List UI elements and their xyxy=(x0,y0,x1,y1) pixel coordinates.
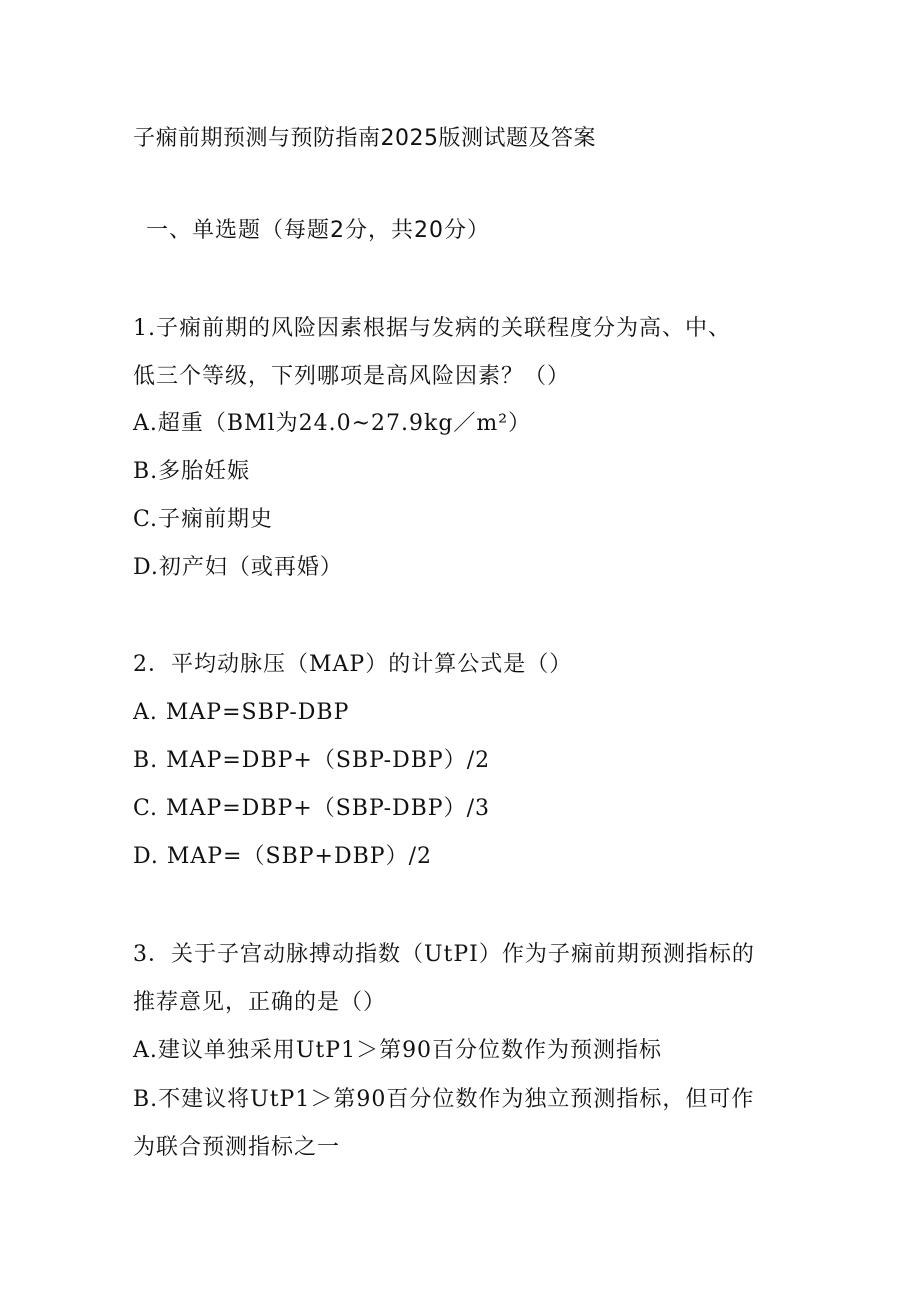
question-1-stem-line-2: 低三个等级，下列哪项是高风险因素？（） xyxy=(133,364,571,389)
question-1-option-b: B.多胎妊娠 xyxy=(133,459,251,484)
question-2-stem: 2．平均动脉压（MAP）的计算公式是（） xyxy=(133,652,573,677)
question-2-option-b: B. MAP=DBP+（SBP-DBP）/2 xyxy=(133,748,491,773)
question-1-option-d: D.初产妇（或再婚） xyxy=(133,555,343,580)
question-3-option-a: A.建议单独采用UtP1＞第90百分位数作为预测指标 xyxy=(133,1038,663,1063)
document-title: 子痫前期预测与预防指南2025版测试题及答案 xyxy=(133,126,596,151)
question-2-option-c: C. MAP=DBP+（SBP-DBP）/3 xyxy=(133,796,491,821)
question-2-option-a: A. MAP=SBP-DBP xyxy=(133,700,350,725)
section-heading: 一、单选题（每题2分，共20分） xyxy=(146,218,490,243)
question-3-stem-line-2: 推荐意见，正确的是（） xyxy=(133,990,387,1015)
question-1-option-a: A.超重（BMl为24.0~27.9kg／m²） xyxy=(133,411,532,436)
question-3-stem-line-1: 3．关于子宫动脉搏动指数（UtPI）作为子痫前期预测指标的 xyxy=(133,942,755,967)
question-1-stem-line-1: 1.子痫前期的风险因素根据与发病的关联程度分为高、中、 xyxy=(133,316,731,341)
question-1-option-c: C.子痫前期史 xyxy=(133,507,274,532)
question-3-option-b: B.不建议将UtP1＞第90百分位数作为独立预测指标，但可作 xyxy=(133,1087,755,1112)
question-3-option-b-continued: 为联合预测指标之一 xyxy=(133,1135,341,1160)
question-2-option-d: D. MAP=（SBP+DBP）/2 xyxy=(133,844,432,869)
